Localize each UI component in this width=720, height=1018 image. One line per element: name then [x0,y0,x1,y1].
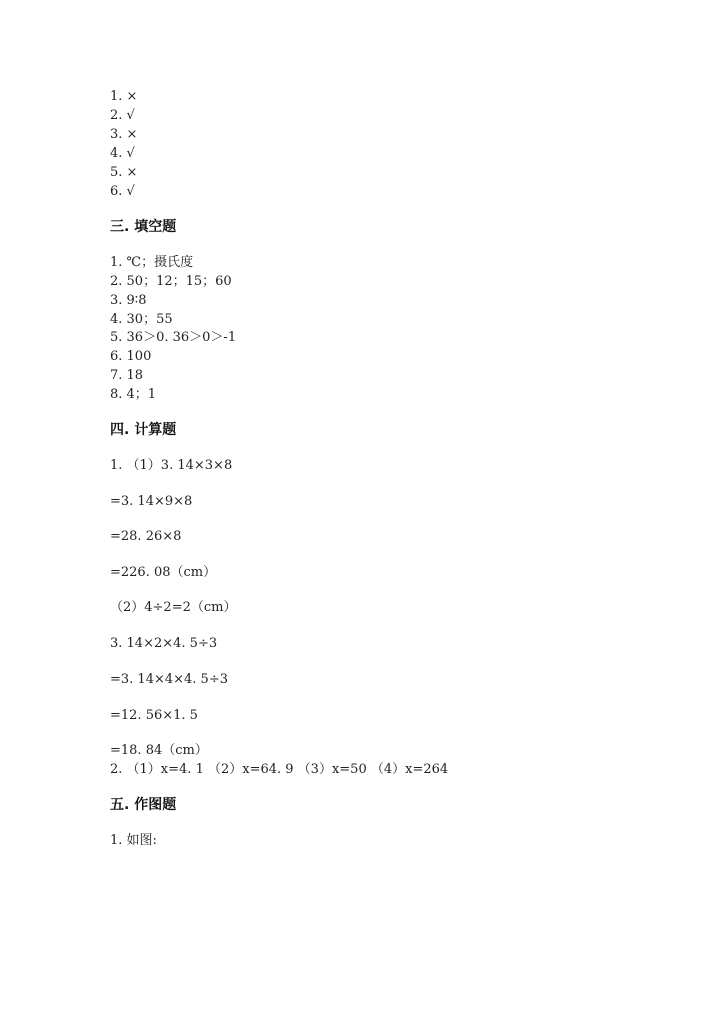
calc-line-4: =226. 08（cm） [110,565,217,580]
fill-in-answer-8: 8. 4；1 [110,387,157,402]
calc-line-1: 1. （1）3. 14×3×8 [110,458,233,473]
judgement-answer-2: 2. √ [110,108,135,123]
fill-in-answer-5: 5. 36＞0. 36＞0＞-1 [110,330,237,345]
calc-line-8: =12. 56×1. 5 [110,708,198,723]
calc-line-6: 3. 14×2×4. 5÷3 [110,636,218,651]
calc-line-7: =3. 14×4×4. 5÷3 [110,672,228,687]
judgement-answer-4: 4. √ [110,146,135,161]
calc-line-3: =28. 26×8 [110,529,182,544]
section-heading-fill-in: 三. 填空题 [110,219,177,235]
calc-line-2: =3. 14×9×8 [110,494,193,509]
drawing-answer-1: 1. 如图: [110,833,157,848]
calc-line-5: （2）4÷2=2（cm） [110,600,237,615]
judgement-answer-5: 5. × [110,165,138,180]
judgement-answer-3: 3. × [110,127,138,142]
fill-in-answer-1: 1. ℃；摄氏度 [110,255,194,270]
calc-line-9: =18. 84（cm） [110,743,208,758]
fill-in-answer-3: 3. 9∶8 [110,293,147,308]
fill-in-answer-4: 4. 30；55 [110,312,173,327]
fill-in-answer-6: 6. 100 [110,349,152,364]
fill-in-answer-7: 7. 18 [110,368,144,383]
section-heading-drawing: 五. 作图题 [110,797,177,813]
fill-in-answer-2: 2. 50；12；15；60 [110,274,232,289]
section-heading-calculation: 四. 计算题 [110,422,177,438]
judgement-answer-1: 1. × [110,89,138,104]
judgement-answer-6: 6. √ [110,184,135,199]
calc-line-10: 2. （1）x=4. 1 （2）x=64. 9 （3）x=50 （4）x=264 [110,762,449,777]
